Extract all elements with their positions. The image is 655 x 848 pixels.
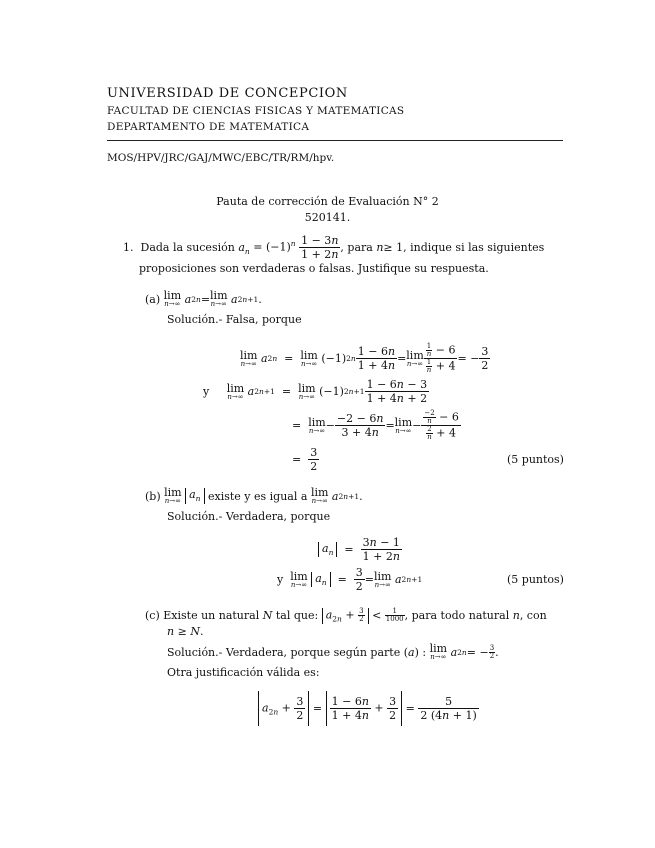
part-a-solution: Solución.- Falsa, porque xyxy=(167,313,302,326)
part-c-other: Otra justificación válida es: xyxy=(167,666,320,679)
sequence-formula: $a_n = (-1)^n$ $\frac{1 - 3n}{1 + 2n}$ xyxy=(238,234,339,261)
problem-number: 1. xyxy=(123,241,134,254)
part-c-statement: (c) Existe un natural N tal que: $a_{2n}$ + $\frac{3}{2}$ < 1 1000 , para todo natural n , con xyxy=(145,607,547,624)
part-a-eq3: = lim n→∞ − $\frac{-2 - 6n}{3 + 4n}$ = lim n→∞ − $\frac{-2}{n}$ − 6 $\frac{2}{n}$ + 4 xyxy=(292,409,459,441)
part-a-points: (5 puntos) xyxy=(507,453,564,466)
part-c-solution: Solución.- Verdadera, porque según parte ( a ) : lim n→∞ a 2n = − 3 2 . xyxy=(167,642,499,661)
part-b-solution: Solución.- Verdadera, porque xyxy=(167,510,331,523)
part-a-eq1: lim n→∞ a 2n = lim n→∞ (−1) 2n $\frac{1 - 6n}{1 + 4n}$ = lim n→∞ $\frac{1}{n}$ − 6 $\frac{1}{n}$ + 4 = − $\frac{3}{2}$ xyxy=(240,342,489,374)
problem-1-intro: 1. Dada la sucesión $a_n = (-1)^n$ $\frac{1 - 3n}{1 + 2n}$ , para n ≥ 1 , indique si las siguientes xyxy=(123,234,545,261)
part-a-eq4: = $\frac{3}{2}$ xyxy=(292,446,318,473)
part-b-eq2: y lim n→∞ $a_n$ = $\frac{3}{2}$ = lim n→∞ a 2n+1 xyxy=(277,566,423,593)
part-b-eq1: $a_n$ = $\frac{3n - 1}{1 + 2n}$ xyxy=(318,536,402,563)
department-name: DEPARTAMENTO DE MATEMATICA xyxy=(107,121,310,133)
faculty-name: FACULTAD DE CIENCIAS FISICAS Y MATEMATICAS xyxy=(107,105,405,117)
part-a-eq2: y lim n→∞ a 2n+1 = lim n→∞ (−1) 2n+1 $\frac{1 - 6n - 3}{1 + 4n + 2}$ xyxy=(203,378,428,405)
doc-title: Pauta de corrección de Evaluación N° 2 xyxy=(216,195,439,208)
part-c-condition: n ≥ N. xyxy=(167,625,204,638)
header-divider xyxy=(107,140,563,141)
authors-line: MOS/HPV/JRC/GAJ/MWC/EBC/TR/RM/hpv. xyxy=(107,152,335,164)
university-name: UNIVERSIDAD DE CONCEPCION xyxy=(107,86,348,101)
doc-subtitle: 520141. xyxy=(304,211,351,224)
part-a-statement: (a) lim n→∞ a 2n = lim n→∞ a 2n+1 . xyxy=(145,289,262,308)
part-b-points: (5 puntos) xyxy=(507,573,564,586)
problem-1-intro-line2: proposiciones son verdaderas o falsas. Justifique su respuesta. xyxy=(139,262,489,275)
part-b-statement: (b) lim n→∞ $a_n$ existe y es igual a lim n→∞ a 2n+1 . xyxy=(145,486,363,505)
part-c-eq: $a_{2n}$ + $\frac{3}{2}$ = $\frac{1 - 6n}{1 + 4n}$ + $\frac{3}{2}$ = $\frac{5}{2 (4n + 1)}$ xyxy=(258,691,479,726)
